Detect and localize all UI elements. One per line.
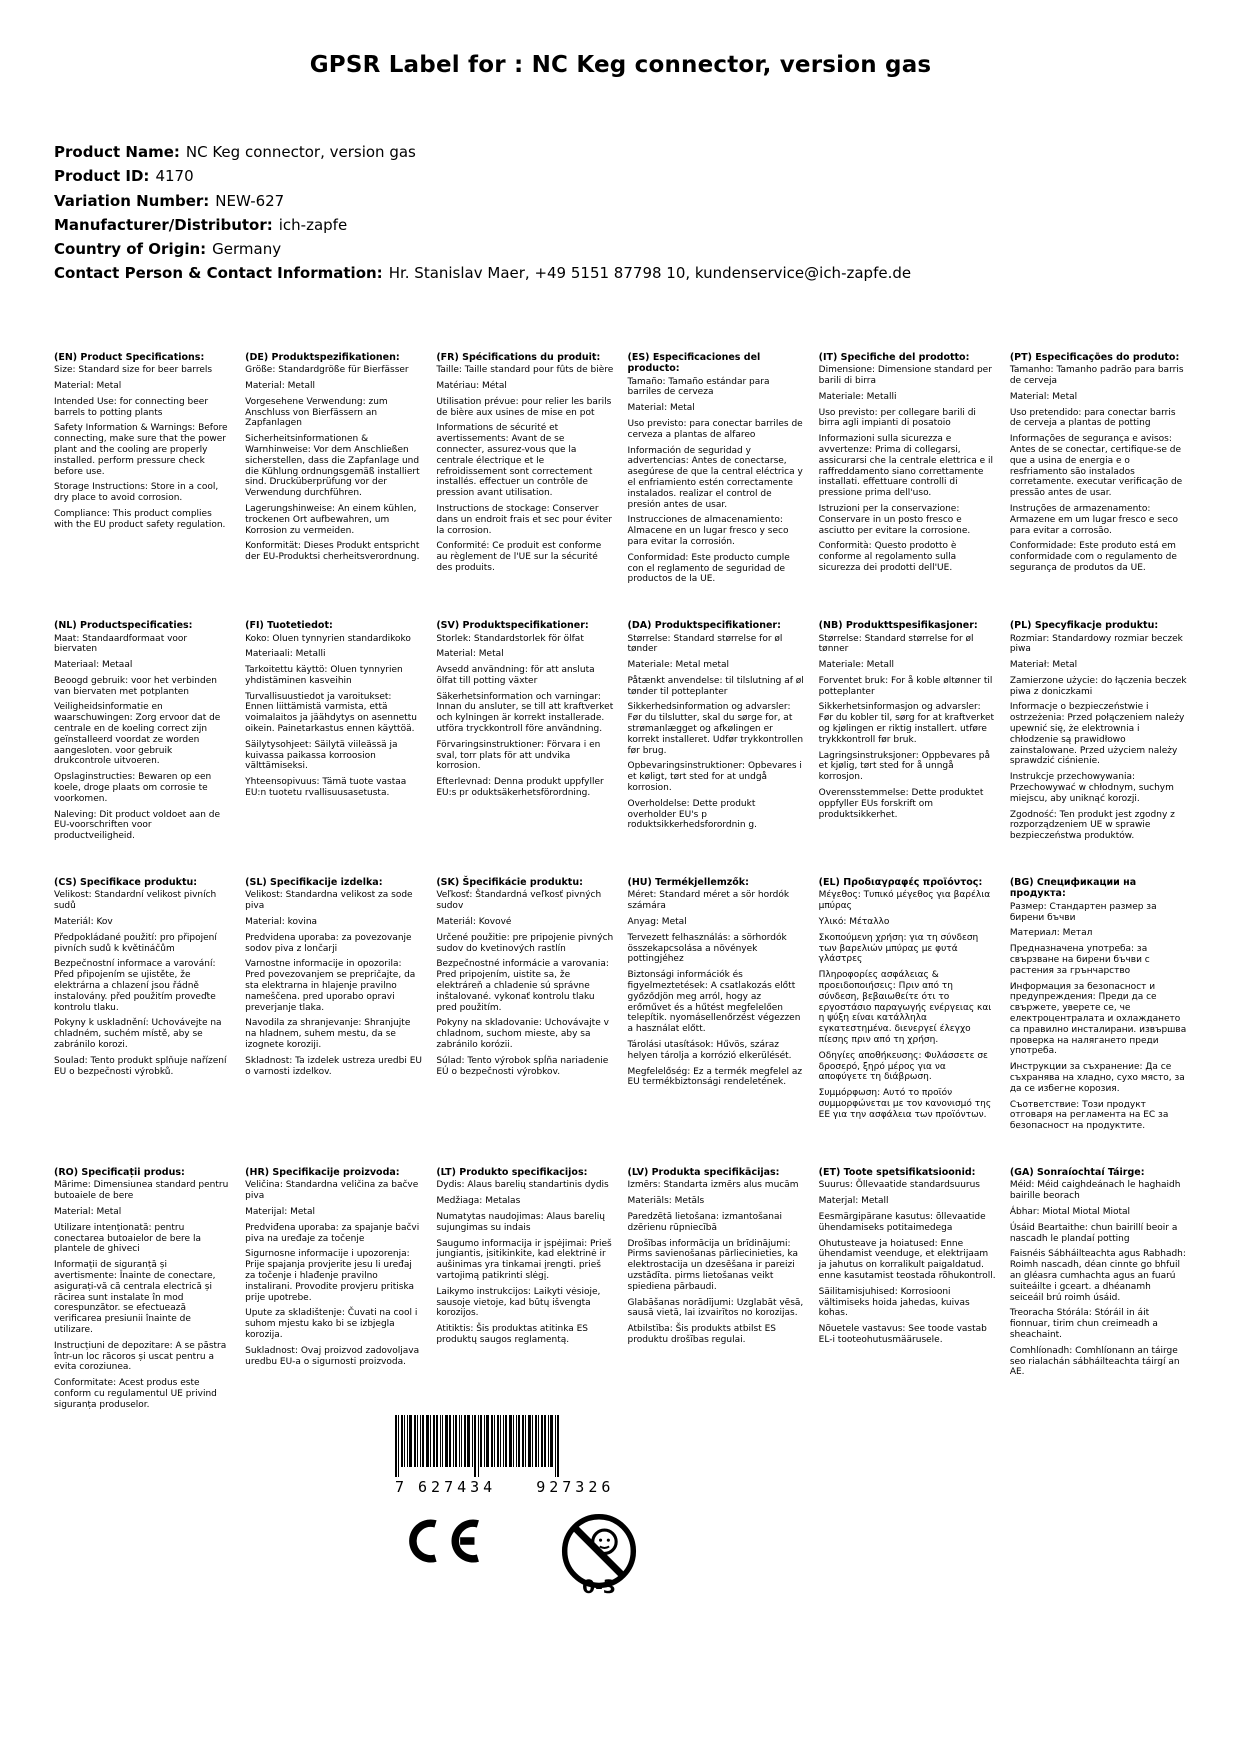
language-block-paragraph: Comhlíonadh: Comhlíonann an táirge seo rialachán sábháilteachta táirgí an AE.: [1009, 1345, 1180, 1378]
language-block-paragraph: Intended Use: for connecting beer barrels to potting plants: [54, 396, 209, 418]
language-block-paragraph: Koko: Oluen tynnyrien standardikoko: [245, 633, 411, 644]
language-block-paragraph: Úsáid Beartaithe: chun bairillí beoir a nascadh le plandaí potting: [1009, 1222, 1178, 1244]
language-block: [628, 877, 805, 1093]
product-info-row: [54, 140, 1187, 164]
language-block-paragraph: Veličina: Standardna veličina za bačve piva: [245, 1180, 419, 1202]
language-block-paragraph: Informații de siguranță și avertismente: Înainte de conectare, asigurați-vă că centrala electrică și răcirea sunt instalate în mod corespunzător. se efectuează verificarea presiunii înainte de utilizare.: [54, 1260, 216, 1335]
product-info-row: [54, 189, 1187, 213]
language-block: [54, 352, 231, 536]
age-warning-0-3-icon: [560, 1512, 638, 1598]
barcode-lead-digit: 7: [395, 1478, 405, 1496]
product-info-label: Country of Origin:: [54, 240, 207, 259]
language-block-paragraph: Sikkerhedsinformation og advarsler: Før du tilslutter, skal du sørge for, at strømanlægget og afkølingen er korrekt installeret. Udfør trykkontrollen før brug.: [627, 702, 804, 756]
language-block-paragraph: Izmērs: Standarta izmērs alus mucām: [627, 1180, 799, 1191]
language-block-paragraph: Conformità: Questo prodotto è conforme al regolamento sulla sicurezza dei prodotti dell'UE.: [818, 541, 957, 573]
language-block-paragraph: Atbilstība: Šis produkts atbilst ES produktu drošības regulai.: [627, 1324, 777, 1345]
language-block-paragraph: Určené použitie: pre pripojenie pivných sudov do kvetinových rastlín: [436, 932, 614, 954]
language-grid: [54, 352, 1187, 1416]
language-block-paragraph: Predvidena uporaba: za povezovanje sodov piva z lončarji: [245, 932, 412, 954]
language-block-paragraph: Overholdelse: Dette produkt overholder EU's p roduktsikkerhedsforordnin g.: [627, 798, 757, 831]
language-block-paragraph: Velikost: Standardna velikost za sode piva: [245, 890, 413, 912]
language-block: [245, 877, 422, 1082]
language-block-paragraph: Instructions de stockage: Conserver dans un endroit frais et sec pour éviter la corrosion.: [436, 503, 612, 536]
product-info-row: [54, 237, 1187, 261]
language-block-paragraph: Conformidade: Este produto está em conformidade com o regulamento de segurança de produtos da UE.: [1009, 541, 1177, 573]
language-block-paragraph: Numatytas naudojimas: Alaus barelių sujungimas su indais: [436, 1211, 605, 1233]
language-block-title: (IT) Specifiche del prodotto:: [818, 351, 970, 363]
language-block-paragraph: Turvallisuustiedot ja varoitukset: Ennen liittämistä varmista, että voimalaitos ja jäähdytys on asennettu oikein. Painetarkastus ennen käyttöä.: [245, 691, 417, 735]
language-block-paragraph: Størrelse: Standard størrelse for øl tønner: [818, 633, 974, 655]
language-block-paragraph: Instrucciones de almacenamiento: Almacene en un lugar fresco y seco para evitar la corrosión.: [627, 515, 789, 547]
language-block-paragraph: Rozmiar: Standardowy rozmiar beczek piwa: [1009, 633, 1183, 655]
product-info-label: Variation Number:: [54, 191, 210, 210]
language-block: [1010, 1167, 1187, 1383]
language-block-paragraph: Overensstemmelse: Dette produktet oppfyller EUs forskrift om produktsikkerhet.: [818, 788, 984, 820]
language-block-paragraph: Ohutusteave ja hoiatused: Enne ühendamist veenduge, et elektrijaam ja jahutus on korralikult paigaldatud. enne kasutamist teostada rõhukontroll.: [818, 1238, 996, 1281]
language-block: [54, 1167, 231, 1416]
language-block-paragraph: Pokyny na skladovanie: Uchovávajte v chladnom, suchom mieste, aby sa zabránilo korózii.: [436, 1018, 609, 1050]
barcode-group1: 627434: [418, 1478, 497, 1496]
language-block-paragraph: Sukladnost: Ovaj proizvod zadovoljava uredbu EU-a o sigurnosti proizvoda.: [245, 1345, 420, 1367]
language-block-paragraph: Material: Metal: [54, 1206, 122, 1217]
language-block-paragraph: Tamaño: Tamaño estándar para barriles de cerveza: [627, 376, 770, 398]
product-info-label: Product ID:: [54, 167, 150, 186]
language-block: [436, 352, 613, 579]
language-block-paragraph: Материал: Метал: [1009, 928, 1093, 939]
language-block-paragraph: Predviđena uporaba: za spajanje bačvi piva na uređaje za točenje: [245, 1222, 420, 1244]
language-block-paragraph: Lagringsinstruksjoner: Oppbevares på et kjølig, tørt sted for å unngå korrosjon.: [818, 750, 991, 783]
language-block-paragraph: Eesmärgipärane kasutus: õllevaatide ühendamiseks potitaimedega: [818, 1211, 986, 1233]
language-block-paragraph: Istruzioni per la conservazione: Conservare in un posto fresco e asciutto per evitare la corrosione.: [818, 503, 971, 536]
language-block-title: (ET) Toote spetsifikatsioonid:: [818, 1166, 976, 1178]
language-block-paragraph: Съответствие: Този продукт отговаря на регламента на ЕС за безопасност на продуктите.: [1009, 1099, 1169, 1132]
language-block-paragraph: Yhteensopivuus: Tämä tuote vastaa EU:n tuotetu rvallisuusasetusta.: [245, 777, 407, 799]
language-block-paragraph: Информация за безопасност и предупреждения: Преди да се свържете, уверете се, че електроцентралата и охлаждането са правилно инсталирани. извършва проверка на налягането преди употреба.: [1009, 981, 1187, 1057]
language-block-paragraph: Dydis: Alaus barelių standartinis dydis: [436, 1180, 609, 1191]
language-block: [245, 352, 422, 568]
product-info-value: Germany: [212, 240, 282, 259]
language-block-paragraph: Skladnost: Ta izdelek ustreza uredbi EU o varnosti izdelkov.: [245, 1055, 422, 1077]
language-block-paragraph: Safety Information & Warnings: Before connecting, make sure that the power plant and the cooling are properly installed. perform pressure check before use.: [54, 423, 228, 477]
language-block-paragraph: Инструкции за съхранение: Да се съхранява на хладно, сухо място, за да се избегне корозия.: [1009, 1062, 1185, 1094]
language-block-paragraph: Biztonsági információk és figyelmeztetések: A csatlakozás előtt győződjön meg arról, hogy az erőművet és a hűtést megfelelően telepítik. nyomásellenőrzést végezzen a használat előtt.: [627, 970, 801, 1035]
language-block-paragraph: Informações de segurança e avisos: Antes de se conectar, certifique-se de que a usina de energia e o resfriamento são instalados corretamente. executar verificação de pressão antes de usar.: [1009, 434, 1183, 499]
language-block-paragraph: Uso previsto: para conectar barriles de cerveza a plantas de alfareo: [627, 418, 803, 440]
language-block: [436, 1167, 613, 1351]
language-block-paragraph: Material: Metal: [1009, 391, 1078, 402]
language-block-paragraph: Utilisation prévue: pour relier les barils de bière aux usines de mise en pot: [436, 396, 612, 418]
language-block-paragraph: Méid: Méid caighdeánach le haghaidh bairille beorach: [1009, 1180, 1181, 1202]
language-block-paragraph: Dimensione: Dimensione standard per barili di birra: [818, 365, 992, 386]
language-block-paragraph: Säilytysohjeet: Säilytä viileässä ja kuivassa paikassa korroosion välttämiseksi.: [245, 739, 398, 772]
language-block-paragraph: Materiale: Metal metal: [627, 660, 730, 671]
language-block-title: (RO) Specificații produs:: [54, 1166, 185, 1178]
language-block-paragraph: Σκοπούμενη χρήση: για τη σύνδεση των βαρελιών μπύρας με φυτά γλάστρες: [818, 932, 979, 965]
language-block: [245, 1167, 422, 1372]
language-block-paragraph: Предназначена употреба: за свързване на бирени бъчви с растения за грънчарство: [1009, 944, 1150, 976]
language-block-paragraph: Materjal: Metall: [818, 1196, 889, 1207]
language-block-paragraph: Οδηγίες αποθήκευσης: Φυλάσσετε σε δροσερό, ξηρό μέρος για να αποφύγετε τη διάβρωση.: [818, 1050, 988, 1083]
language-block-paragraph: Tarkoitettu käyttö: Oluen tynnyrien yhdistäminen kasveihin: [245, 665, 403, 686]
language-block-paragraph: Instrucțiuni de depozitare: A se păstra într-un loc răcoros și uscat pentru a evita coroziunea.: [54, 1340, 227, 1373]
language-block-paragraph: Materiāls: Metāls: [627, 1196, 705, 1207]
language-block-paragraph: Säkerhetsinformation och varningar: Innan du ansluter, se till att kraftverket och kylningen är korrekt installerade. utföra tryckkontroll före användning.: [436, 691, 614, 735]
page-title: GPSR Label for : NC Keg connector, version gas: [309, 52, 932, 78]
language-block-paragraph: Material: Metal: [54, 380, 122, 391]
language-block-paragraph: Vorgesehene Verwendung: zum Anschluss von Bierfässern an Zapfanlagen: [245, 396, 388, 429]
barcode-bars-icon: [395, 1415, 561, 1477]
language-block-paragraph: Zgodność: Ten produkt jest zgodny z rozporządzeniem UE w sprawie bezpieczeństwa produktów.: [1009, 809, 1175, 842]
language-block-title: (LV) Produkta specifikācijas:: [627, 1166, 780, 1178]
language-block-paragraph: Påtænkt anvendelse: til tilslutning af øl tønder til potteplanter: [627, 675, 804, 697]
language-block-paragraph: Opbevaringsinstruktioner: Opbevares i et køligt, tørt sted for at undgå korrosion.: [627, 761, 802, 794]
language-block: [436, 877, 613, 1082]
language-block-paragraph: Utilizare intenționată: pentru conectarea butoaielor de bere la plantele de ghiveci: [54, 1222, 201, 1255]
language-block-paragraph: Materiaali: Metalli: [245, 649, 326, 660]
language-block-title: (PL) Specyfikacje produktu:: [1009, 620, 1159, 632]
language-block-paragraph: Konformität: Dieses Produkt entspricht der EU-Produktsi cherheitsverordnung.: [245, 541, 420, 563]
language-block-title: (HR) Specifikacije proizvoda:: [245, 1166, 400, 1178]
language-block-paragraph: Instrukcje przechowywania: Przechowywać w chłodnym, suchym miejscu, aby uniknąć korozji.: [1009, 772, 1174, 804]
product-info-value: ich-zapfe: [278, 215, 348, 234]
language-block-paragraph: Paredzētā lietošana: izmantošanai dzērienu rūpniecībā: [627, 1211, 783, 1233]
language-block-paragraph: Atitiktis: Šis produktas atitinka ES produktų saugos reglamentą.: [436, 1324, 589, 1345]
language-block-title: (EL) Προδιαγραφές προϊόντος:: [818, 877, 983, 889]
language-block-paragraph: Informazioni sulla sicurezza e avvertenze: Prima di collegarsi, assicurarsi che la centrale elettrica e il raffreddamento siano correttamente installati. effettuare controlli di pressione prima dell'uso.: [818, 434, 993, 499]
language-block-title: (SV) Produktspecifikationer:: [436, 620, 589, 632]
language-block-paragraph: Materijal: Metal: [245, 1206, 315, 1217]
language-block-paragraph: Medžiaga: Metalas: [436, 1196, 521, 1207]
language-block-paragraph: Soulad: Tento produkt splňuje nařízení EU o bezpečnosti výrobků.: [54, 1055, 227, 1077]
language-block-paragraph: Μέγεθος: Τυπικό μέγεθος για βαρέλια μπύρας: [818, 890, 991, 912]
product-info-label: Manufacturer/Distributor:: [54, 215, 273, 234]
language-block-title: (SK) Špecifikácie produktu:: [436, 877, 583, 889]
language-block-title: (NB) Produkttspesifikasjoner:: [818, 620, 978, 632]
language-block-title: (DE) Produktspezifikationen:: [245, 351, 400, 363]
language-block: [1010, 877, 1187, 1137]
language-block-paragraph: Treoracha Stórála: Stóráil in áit fionnuar, tirim chun creimeadh a sheachaint.: [1009, 1308, 1158, 1340]
language-block-title: (FR) Spécifications du produit:: [436, 351, 601, 363]
language-block-paragraph: Storage Instructions: Store in a cool, dry place to avoid corrosion.: [54, 482, 219, 504]
language-block-title: (GA) Sonraíochtaí Táirge:: [1009, 1166, 1145, 1178]
product-info-row: [54, 261, 1187, 285]
language-block-title: (SL) Specifikacije izdelka:: [245, 877, 383, 889]
language-block-paragraph: Material: Metal: [436, 649, 504, 660]
language-block-paragraph: Ábhar: Miotal Miotal Miotal: [1009, 1206, 1131, 1217]
language-block: [819, 877, 996, 1126]
language-block-paragraph: Materiał: Metal: [1009, 660, 1078, 671]
language-block-paragraph: Größe: Standardgröße für Bierfässer: [245, 365, 409, 376]
language-block-paragraph: Informations de sécurité et avertissements: Avant de se connecter, assurez-vous que la centrale électrique et le refroidissement sont correctement installés. effectuer un contrôle de pression avant utilisation.: [436, 423, 593, 499]
language-block-paragraph: Pokyny k uskladnění: Uchovávejte na chladném, suchém místě, aby se zabránilo korozi.: [54, 1018, 222, 1050]
language-block-paragraph: Materiaal: Metaal: [54, 660, 133, 671]
age-warning-label: 0-3: [582, 1577, 616, 1598]
language-block-paragraph: Sicherheitsinformationen & Warnhinweise: Vor dem Anschließen sicherstellen, dass die Zapfanlage und die Kühlung ordnungsgemäß installiert sind. Drucküberprüfung vor der Verwendung durchführen.: [245, 434, 420, 499]
language-block-title: (EN) Product Specifications:: [54, 351, 205, 363]
language-block-paragraph: Materiál: Kovové: [436, 917, 512, 928]
language-block-title: (NL) Productspecificaties:: [54, 620, 193, 632]
language-block-paragraph: Πληροφορίες ασφάλειας & προειδοποιήσεις: Πριν από τη σύνδεση, βεβαιωθείτε ότι το εργοστάσιο παραγωγής ενέργειας και η ψύξη είναι κατάλληλα εγκατεστημένα. διενεργεί έλεγχο πίεσης πριν από τη χρήση.: [818, 970, 992, 1045]
language-block: [628, 352, 805, 590]
product-info-row: [54, 164, 1187, 188]
language-block-title: (LT) Produkto specifikacijos:: [436, 1166, 588, 1178]
language-block-paragraph: Zamierzone użycie: do łączenia beczek piwa z doniczkami: [1009, 675, 1187, 697]
language-block-paragraph: Varnostne informacije in opozorila: Pred povezovanjem se prepričajte, da sta elektrarna in hlajenje pravilno nameščena. pred uporabo opravi preverjanje tlaka.: [245, 959, 416, 1013]
footer: [0, 1415, 1241, 1598]
language-block-paragraph: Efterlevnad: Denna produkt uppfyller EU:s pr oduktsäkerhetsförordning.: [436, 777, 604, 799]
language-block-paragraph: Opslaginstructies: Bewaren op een koele, droge plaats om corrosie te voorkomen.: [54, 772, 212, 804]
language-block-paragraph: Συμμόρφωση: Αυτό το προϊόν συμμορφώνεται με τον κανονισμό της ΕΕ για την ασφάλεια των προϊόντων.: [818, 1088, 992, 1120]
language-block-paragraph: Uso pretendido: para conectar barris de cerveja a plantas de potting: [1009, 407, 1176, 429]
language-block-paragraph: Súlad: Tento výrobok spĺňa nariadenie EÚ o bezpečnosti výrobkov.: [436, 1055, 609, 1077]
language-block-paragraph: Matériau: Métal: [436, 380, 507, 391]
language-block-paragraph: Información de seguridad y advertencias: Antes de conectarse, asegúrese de que la central eléctrica y el enfriamiento estén correctamente instalados. realizar el control de presión antes de usar.: [627, 445, 803, 510]
language-block-paragraph: Tervezett felhasználás: a sörhordók összekapcsolása a növények pottingjéhez: [627, 932, 787, 965]
language-block: [54, 877, 231, 1082]
language-block-paragraph: Materiál: Kov: [54, 917, 113, 928]
language-block-paragraph: Material: Metal: [627, 403, 695, 414]
language-block-paragraph: Beoogd gebruik: voor het verbinden van biervaten met potplanten: [54, 675, 217, 697]
language-block-title: (CS) Specifikace produktu:: [54, 877, 198, 889]
language-block-title: (ES) Especificaciones del producto:: [627, 351, 761, 375]
language-block-paragraph: Compliance: This product complies with the EU product safety regulation.: [54, 508, 226, 530]
product-info-label: Product Name:: [54, 143, 180, 161]
language-block-paragraph: Размер: Стандартен размер за бирени бъчви: [1009, 901, 1157, 923]
language-block: [628, 620, 805, 836]
language-block: [436, 620, 613, 804]
language-block-paragraph: Bezpečnostné informácie a varovania: Pred pripojením, uistite sa, že elektráreň a chladenie sú správne inštalované. vykonať kontrolu tlaku pred použitím.: [436, 959, 609, 1013]
language-block-paragraph: Bezpečnostní informace a varování: Před připojením se ujistěte, že elektrárna a chlazení jsou řádně instalovány. před použitím proveďte kontrolu tlaku.: [54, 959, 216, 1013]
language-block-paragraph: Upute za skladištenje: Čuvati na cool i suhom mjestu kako bi se izbjegla korozija.: [245, 1308, 418, 1340]
language-block-title: (BG) Спецификации на продукта:: [1009, 877, 1137, 900]
language-block-paragraph: Avsedd användning: för att ansluta ölfat till potting växter: [436, 665, 595, 686]
language-block: [1010, 352, 1187, 579]
language-block-paragraph: Forventet bruk: For å koble øltønner til potteplanter: [818, 675, 993, 697]
language-block-paragraph: Faisnéis Sábháilteachta agus Rabhadh: Roimh nascadh, déan cinnte go bhfuil an gléasra cumhachta agus an fuarú suiteáilte i gceart. a dhéanamh seiceáil brú roimh úsáid.: [1009, 1249, 1186, 1303]
language-block: [819, 620, 996, 825]
language-block-paragraph: Navodila za shranjevanje: Shranjujte na hladnem, suhem mestu, da se izognete koroziji.: [245, 1018, 411, 1050]
language-block-paragraph: Instruções de armazenamento: Armazene em um lugar fresco e seco para evitar a corrosão.: [1009, 503, 1178, 536]
language-block-paragraph: Maat: Standaardformaat voor biervaten: [54, 633, 188, 655]
language-block-paragraph: Glabāšanas norādījumi: Uzglabāt vēsā, sausā vietā, lai izvairītos no korozijas.: [627, 1297, 804, 1319]
language-block-paragraph: Předpokládané použití: pro připojení pivních sudů k květináčům: [54, 932, 217, 954]
barcode-digits: [395, 1478, 695, 1496]
language-block-paragraph: Conformité: Ce produit est conforme au règlement de l'UE sur la sécurité des produits.: [436, 541, 602, 573]
language-block: [819, 352, 996, 579]
language-block-paragraph: Anyag: Metal: [627, 917, 687, 928]
language-block-paragraph: Storlek: Standardstorlek för ölfat: [436, 633, 584, 644]
language-block-paragraph: Nõuetele vastavus: See toode vastab EL-i tooteohutusmäärusele.: [818, 1324, 987, 1345]
language-block-paragraph: Size: Standard size for beer barrels: [54, 365, 213, 376]
language-block-paragraph: Sigurnosne informacije i upozorenja: Prije spajanja provjerite jesu li uređaj za točenje i hlađenje pravilno instalirani. Provodite provjeru pritiska prije upotrebe.: [245, 1249, 415, 1303]
product-info-section: [54, 140, 1187, 286]
language-block-paragraph: Conformidad: Este producto cumple con el reglamento de seguridad de productos de la UE.: [627, 552, 790, 585]
language-block-paragraph: Veiligheidsinformatie en waarschuwingen: Zorg ervoor dat de centrale en de koeling correct zijn geïnstalleerd voordat ze worden aangesloten. voor gebruik drukcontrole uitvoeren.: [54, 702, 221, 767]
language-block-paragraph: Uso previsto: per collegare barili di birra agli impianti di posatoio: [818, 407, 976, 429]
language-block-title: (FI) Tuotetiedot:: [245, 620, 333, 632]
language-block-paragraph: Informacje o bezpieczeństwie i ostrzeżenia: Przed połączeniem należy upewnić się, że elektrownia i chłodzenie są prawidłowo zainstalowane. Przed użyciem należy sprawdzić ciśnienie.: [1009, 702, 1185, 767]
language-block-paragraph: Mărime: Dimensiunea standard pentru butoaiele de bere: [54, 1180, 229, 1202]
barcode: [395, 1415, 695, 1496]
language-block: [54, 620, 231, 847]
language-block-paragraph: Taille: Taille standard pour fûts de bière: [436, 365, 614, 376]
language-block: [628, 1167, 805, 1351]
language-block-paragraph: Naleving: Dit product voldoet aan de EU-voorschriften voor productveiligheid.: [54, 809, 221, 842]
language-block: [1010, 620, 1187, 847]
language-block-paragraph: Méret: Standard méret a sör hordók számára: [627, 890, 790, 912]
language-block-paragraph: Suurus: Õllevaatide standardsuurus: [818, 1180, 980, 1191]
language-block-title: (DA) Produktspecifikationer:: [627, 620, 781, 632]
product-info-row: [54, 213, 1187, 237]
language-block-paragraph: Saugumo informacija ir įspėjimai: Prieš jungiantis, įsitikinkite, kad elektrinė ir aušinimas yra tinkamai įrengti. prieš vartojimą patikrinti slėgį.: [436, 1238, 612, 1281]
compliance-marks: [400, 1512, 1241, 1598]
language-block-paragraph: Conformitate: Acest produs este conform cu regulamentul UE privind siguranța produselor.: [54, 1378, 217, 1410]
language-block-paragraph: Materiale: Metalli: [818, 391, 897, 402]
product-info-label: Contact Person & Contact Information:: [54, 264, 383, 283]
language-block-paragraph: Säilitamisjuhised: Korrosiooni vältimiseks hoida jahedas, kuivas kohas.: [818, 1286, 970, 1319]
language-block-paragraph: Veľkosť: Štandardná veľkosť pivných sudov: [436, 890, 602, 912]
language-block-paragraph: Material: Metall: [245, 380, 315, 391]
language-block-paragraph: Tárolási utasítások: Hűvös, száraz helyen tárolja a korrózió elkerülését.: [627, 1040, 792, 1061]
language-block-paragraph: Drošības informācija un brīdinājumi: Pirms savienošanas pārliecinieties, ka elektrostacija un dzesēšana ir pareizi uzstādīta. pirms lietošanas veikt spiediena pārbaudi.: [627, 1238, 799, 1292]
language-block-paragraph: Materiale: Metall: [818, 660, 894, 671]
product-info-value: NEW-627: [215, 191, 285, 210]
language-block-paragraph: Laikymo instrukcijos: Laikyti vėsioje, sausoje vietoje, kad būtų išvengta korozijos.: [436, 1286, 601, 1319]
language-block: [245, 620, 422, 804]
language-block-paragraph: Størrelse: Standard størrelse for øl tønder: [627, 633, 783, 655]
language-block-title: (PT) Especificações do produto:: [1009, 351, 1180, 363]
product-info-value: NC Keg connector, version gas: [185, 143, 416, 161]
language-block-paragraph: Lagerungshinweise: An einem kühlen, trockenen Ort aufbewahren, um Korrosion zu vermeiden.: [245, 503, 417, 536]
ce-mark-icon: [400, 1512, 482, 1570]
language-block-paragraph: Tamanho: Tamanho padrão para barris de cerveja: [1009, 365, 1184, 386]
language-block-title: (HU) Termékjellemzők:: [627, 877, 749, 889]
language-block-paragraph: Sikkerhetsinformasjon og advarsler: Før du kobler til, sørg for at kraftverket og kjølingen er riktig installert. utføre trykkkontroll før bruk.: [818, 702, 995, 745]
language-block-paragraph: Förvaringsinstruktioner: Förvara i en sval, torr plats för att undvika korrosion.: [436, 739, 601, 772]
language-block: [819, 1167, 996, 1351]
product-info-value: 4170: [155, 167, 194, 186]
language-block-paragraph: Velikost: Standardní velikost pivních sudů: [54, 890, 217, 912]
barcode-group2: 927326: [536, 1478, 615, 1496]
language-block-paragraph: Megfelelőség: Ez a termék megfelel az EU termékbiztonsági rendeletének.: [627, 1066, 803, 1088]
language-block-paragraph: Υλικό: Μέταλλο: [818, 917, 890, 928]
language-block-paragraph: Material: kovina: [245, 917, 318, 928]
product-info-value: Hr. Stanislav Maer, +49 5151 87798 10, kundenservice@ich-zapfe.de: [388, 264, 912, 283]
